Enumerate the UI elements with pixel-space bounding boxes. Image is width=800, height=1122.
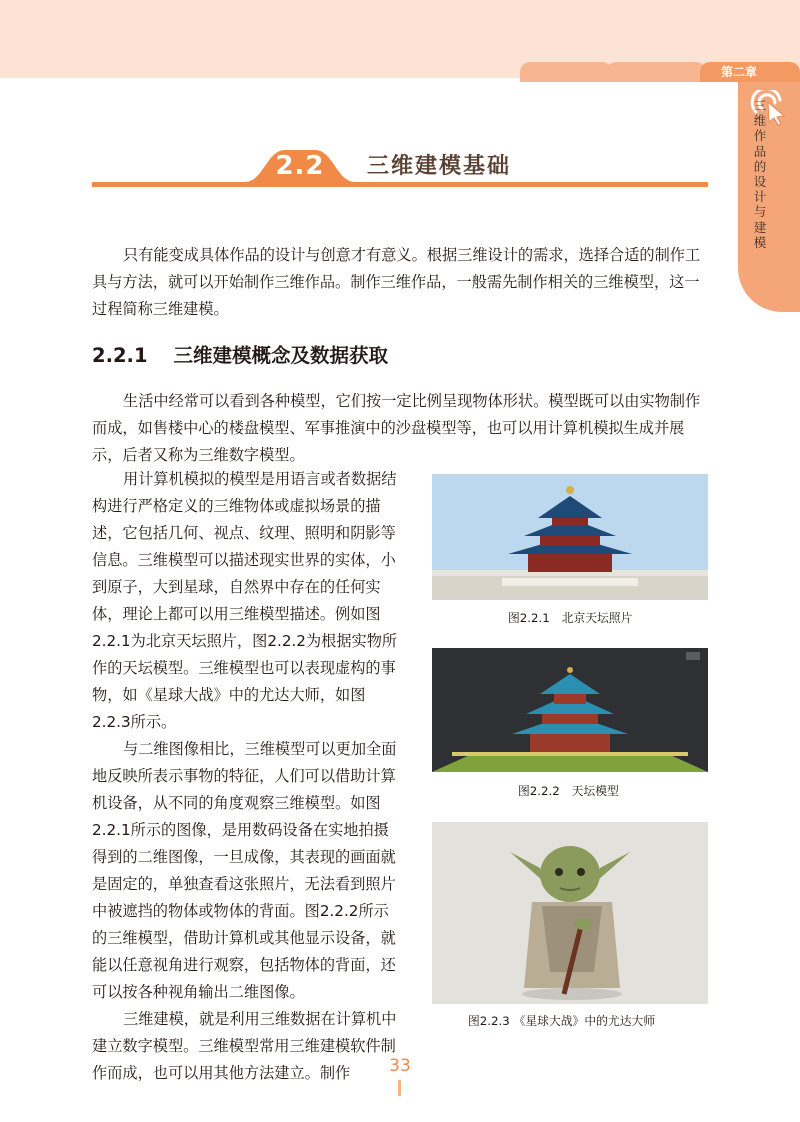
- figure-caption: 图2.2.3 《星球大战》中的尤达大师: [468, 1014, 656, 1028]
- yoda-photo: [432, 822, 708, 1004]
- figure-caption: 图2.2.2 天坛模型: [518, 784, 619, 798]
- section-underline: [92, 182, 708, 187]
- temple-model-render: [432, 648, 708, 772]
- paragraph: 三维建模，就是利用三维数据在计算机中建立数字模型。三维模型常用三维建模软件制作而成，也可以用其他方法建立。制作: [92, 1010, 397, 1082]
- figure-caption: 图2.2.1 北京天坛照片: [508, 611, 633, 625]
- yoda-illustration: [432, 822, 708, 1004]
- chapter-tab-decor: [606, 62, 706, 82]
- page-number: 33: [389, 1056, 411, 1076]
- temple-photo: [432, 474, 708, 600]
- paragraph: 生活中经常可以看到各种模型，它们按一定比例呈现物体形状。模型既可以由实物制作而成，如售楼中心的楼盘模型、军事推演中的沙盘模型等，也可以用计算机模拟生成并展示，后者又称为三维数字模型。: [92, 392, 701, 464]
- page-number-tick: [398, 1080, 401, 1096]
- paragraph: 用计算机模拟的模型是用语言或者数据结构进行严格定义的三维物体或虚拟场景的描述，它包括几何、视点、纹理、照明和阴影等信息。三维模型可以描述现实世界的实体，小到原子，大到星球，自然界中存在的任何实体，理论上都可以用三维模型描述。例如图2.2.1为北京天坛照片，图2.2.2为根据实物所作的天坛模型。三维模型也可以表现虚构的事物，如《星球大战》中的尤达大师，如图2.2.3所示。: [92, 470, 398, 731]
- side-book-title: 三维作品的设计与建模: [753, 98, 767, 250]
- subsection-heading: [92, 342, 388, 370]
- section-title: 三维建模基础: [367, 154, 512, 179]
- temple-photo-illustration: [432, 474, 708, 600]
- chapter-tab-decor: [520, 62, 612, 82]
- chapter-label: 第二章: [720, 65, 757, 79]
- section-number: 2.2: [275, 151, 325, 181]
- body-column: [92, 466, 404, 1087]
- subsection-number: 2.2.1: [92, 344, 148, 367]
- paragraph: 与二维图像相比，三维模型可以更加全面地反映所表示事物的特征，人们可以借助计算机设备，从不同的角度观察三维模型。如图2.2.1所示的图像，是用数码设备在实地拍摄得到的二维图像，一旦成像，其表现的画面就是固定的，单独查看这张照片，无法看到照片中被遮挡的物体或物体的背面。图2.2.2所示的三维模型，借助计算机或其他显示设备，就能以任意视角进行观察，包括物体的背面，还可以按各种视角输出二维图像。: [92, 740, 397, 1001]
- temple-model-illustration: [432, 648, 708, 772]
- intro-paragraph: 只有能变成具体作品的设计与创意才有意义。根据三维设计的需求，选择合适的制作工具与方法，就可以开始制作三维作品。制作三维作品，一般需先制作相关的三维模型，这一过程简称三维建模。: [92, 246, 701, 318]
- subsection-title: 三维建模概念及数据获取: [173, 344, 389, 367]
